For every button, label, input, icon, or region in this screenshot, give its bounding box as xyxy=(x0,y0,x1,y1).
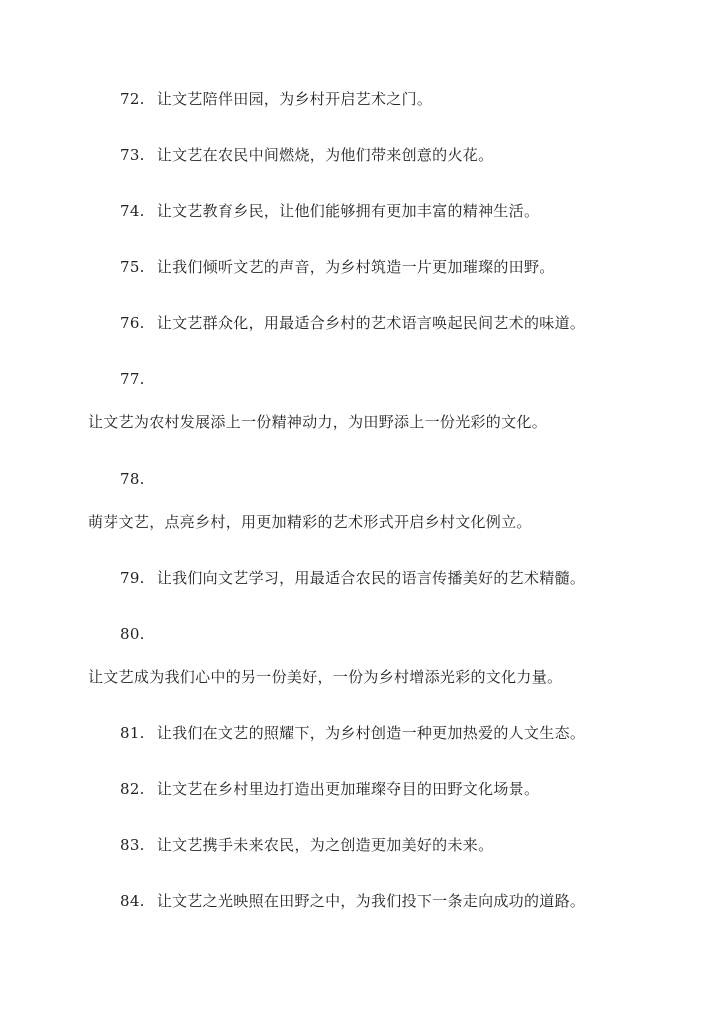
item-number: 82. xyxy=(120,780,145,798)
list-item xyxy=(120,891,585,911)
item-number: 73. xyxy=(120,146,145,164)
item-number: 75. xyxy=(120,258,145,276)
item-number: 80. xyxy=(120,625,145,643)
item-text: 萌芽文艺，点亮乡村，用更加精彩的艺术形式开启乡村文化例立。 xyxy=(88,513,532,531)
item-text: 让我们倾听文艺的声音，为乡村筑造一片更加璀璨的田野。 xyxy=(156,258,555,276)
item-text: 让文艺为农村发展添上一份精神动力，为田野添上一份光彩的文化。 xyxy=(88,413,548,431)
list-item xyxy=(120,568,585,588)
item-number: 77. xyxy=(120,370,145,388)
item-number: 81. xyxy=(120,724,145,742)
item-number: 74. xyxy=(120,202,145,220)
list-item xyxy=(120,313,585,333)
item-number: 83. xyxy=(120,836,145,854)
item-text: 让文艺之光映照在田野之中，为我们投下一条走向成功的道路。 xyxy=(156,892,586,910)
list-item xyxy=(120,779,539,799)
item-text: 让文艺群众化，用最适合乡村的艺术语言唤起民间艺术的味道。 xyxy=(156,314,586,332)
item-text: 让文艺携手未来农民，为之创造更加美好的未来。 xyxy=(156,836,494,854)
item-text: 让文艺在乡村里边打造出更加璀璨夺目的田野文化场景。 xyxy=(156,780,540,798)
item-number: 76. xyxy=(120,314,145,332)
item-number: 79. xyxy=(120,569,145,587)
list-item xyxy=(120,89,432,109)
item-number: 78. xyxy=(120,470,145,488)
item-number: 72. xyxy=(120,90,145,108)
list-item xyxy=(120,835,493,855)
list-item xyxy=(120,257,555,277)
item-text: 让我们在文艺的照耀下，为乡村创造一种更加热爱的人文生态。 xyxy=(156,724,586,742)
item-text: 让文艺教育乡民，让他们能够拥有更加丰富的精神生活。 xyxy=(156,202,540,220)
list-item xyxy=(120,723,585,743)
item-text: 让我们向文艺学习，用最适合农民的语言传播美好的艺术精髓。 xyxy=(156,569,586,587)
item-text: 让文艺陪伴田园，为乡村开启艺术之门。 xyxy=(156,90,433,108)
list-item xyxy=(120,201,539,221)
item-text: 让文艺在农民中间燃烧，为他们带来创意的火花。 xyxy=(156,146,494,164)
list-item xyxy=(120,145,493,165)
item-text: 让文艺成为我们心中的另一份美好，一份为乡村增添光彩的文化力量。 xyxy=(88,668,563,686)
item-number: 84. xyxy=(120,892,145,910)
